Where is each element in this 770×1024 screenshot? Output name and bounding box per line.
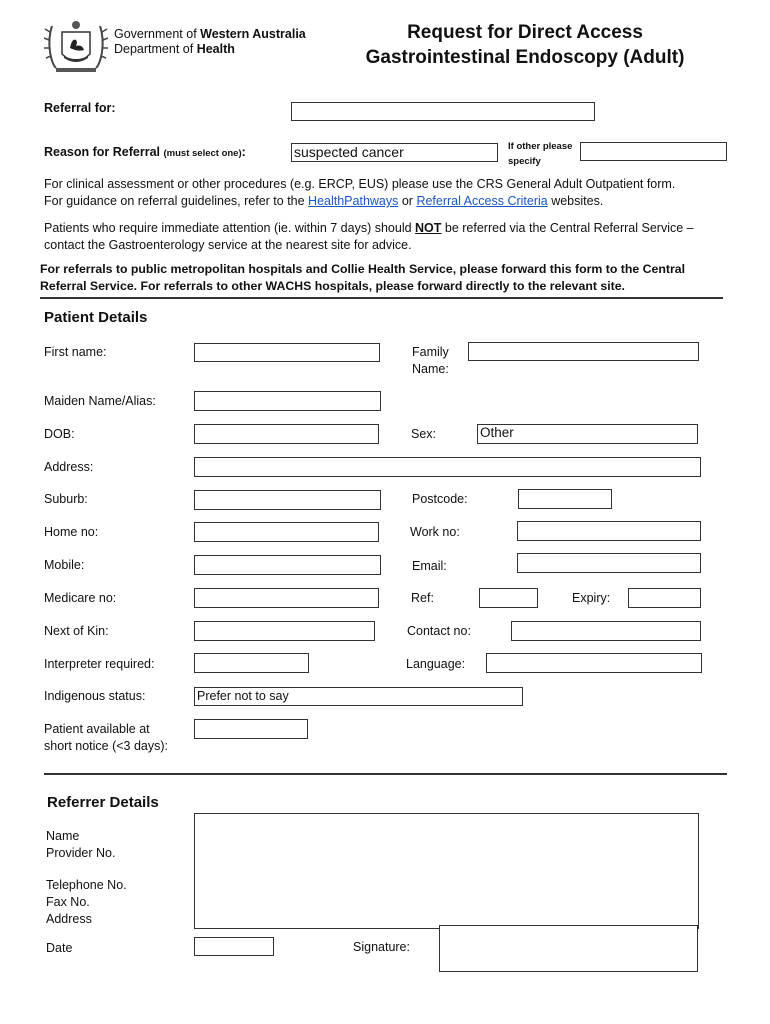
indigenous-status-select[interactable]: Prefer not to say — [194, 687, 523, 706]
healthpathways-link[interactable]: HealthPathways — [308, 194, 399, 208]
next-of-kin-input[interactable] — [194, 621, 375, 641]
contact-number-input[interactable] — [511, 621, 701, 641]
reason-for-referral-select[interactable]: suspected cancer — [291, 143, 498, 162]
patient-section-divider — [44, 773, 727, 775]
work-number-input[interactable] — [517, 521, 701, 541]
dob-input[interactable] — [194, 424, 379, 444]
reason-for-referral-label: Reason for Referral (must select one): — [44, 145, 246, 159]
family-name-label: Family Name: — [412, 345, 449, 376]
sex-label: Sex: — [411, 427, 437, 441]
telephone-label: Telephone No. — [46, 878, 127, 892]
date-input[interactable] — [194, 937, 274, 956]
postcode-input[interactable] — [518, 489, 612, 509]
forwarding-instructions-2: Referral Service. For referrals to other WACHS hospitals, please forward directly to the relevant site. — [40, 279, 625, 293]
referral-for-input[interactable] — [291, 102, 595, 121]
info-line-2: For guidance on referral guidelines, refer to the HealthPathways or Referral Access Criteria websites. — [44, 194, 604, 208]
form-title-line-2: Gastrointestinal Endoscopy (Adult) — [365, 47, 685, 68]
referrer-address-label: Address — [46, 912, 92, 926]
referrer-name-label: Name — [46, 829, 80, 843]
sex-select[interactable]: Other — [477, 424, 698, 444]
info-line-1: For clinical assessment or other procedures (e.g. ERCP, EUS) please use the CRS General Adult Outpatient form. — [44, 177, 676, 191]
expiry-label: Expiry: — [572, 591, 611, 605]
form-title — [340, 20, 710, 70]
mobile-label: Mobile: — [44, 558, 85, 572]
medicare-input[interactable] — [194, 588, 379, 608]
interpreter-label: Interpreter required: — [44, 657, 155, 671]
referrer-contact-labels — [46, 877, 127, 928]
email-label: Email: — [412, 559, 447, 573]
medicare-label: Medicare no: — [44, 591, 117, 605]
government-name: Government of Western Australia — [114, 27, 306, 41]
section-divider — [40, 297, 723, 299]
home-number-label: Home no: — [44, 525, 99, 539]
other-specify-label: If other please specify — [508, 141, 573, 167]
dob-label: DOB: — [44, 427, 75, 441]
short-notice-label: Patient available at short notice (<3 days): — [44, 722, 169, 753]
mobile-input[interactable] — [194, 555, 381, 575]
ref-label: Ref: — [411, 591, 434, 605]
address-input[interactable] — [194, 457, 701, 477]
fax-label: Fax No. — [46, 895, 90, 909]
info-line-4: contact the Gastroenterology service at the nearest site for advice. — [44, 238, 412, 252]
forwarding-instructions-1: For referrals to public metropolitan hospitals and Collie Health Service, please forward this form to the Central — [40, 262, 686, 276]
info-line-3: Patients who require immediate attention (ie. within 7 days) should NOT be referred via the Central Referral Service – — [44, 221, 694, 235]
contact-number-label: Contact no: — [407, 624, 471, 638]
wa-government-logo — [42, 18, 110, 74]
address-label: Address: — [44, 460, 94, 474]
crest-icon — [42, 18, 110, 74]
date-label: Date — [46, 941, 73, 955]
provider-number-label: Provider No. — [46, 846, 116, 860]
home-number-input[interactable] — [194, 522, 379, 542]
suburb-input[interactable] — [194, 490, 381, 510]
referral-for-label: Referral for: — [44, 101, 116, 115]
language-input[interactable] — [486, 653, 702, 673]
suburb-label: Suburb: — [44, 492, 88, 506]
interpreter-select[interactable] — [194, 653, 309, 673]
department-name: Department of Health — [114, 42, 235, 56]
ref-input[interactable] — [479, 588, 538, 608]
not-emphasis: NOT — [415, 221, 442, 235]
patient-details-heading: Patient Details — [44, 309, 148, 326]
form-title-line-1: Request for Direct Access — [407, 22, 643, 43]
maiden-name-input[interactable] — [194, 391, 381, 411]
indigenous-status-label: Indigenous status: — [44, 689, 146, 703]
family-name-input[interactable] — [468, 342, 699, 361]
referrer-details-heading: Referrer Details — [47, 794, 159, 811]
signature-box[interactable] — [439, 925, 698, 972]
first-name-label: First name: — [44, 345, 107, 359]
maiden-name-label: Maiden Name/Alias: — [44, 394, 156, 408]
expiry-input[interactable] — [628, 588, 701, 608]
first-name-input[interactable] — [194, 343, 380, 362]
language-label: Language: — [406, 657, 466, 671]
work-number-label: Work no: — [410, 525, 460, 539]
referrer-labels — [46, 828, 115, 862]
referral-access-criteria-link[interactable]: Referral Access Criteria — [416, 194, 548, 208]
email-input[interactable] — [517, 553, 701, 573]
next-of-kin-label: Next of Kin: — [44, 624, 109, 638]
signature-label: Signature: — [353, 940, 410, 954]
short-notice-select[interactable] — [194, 719, 308, 739]
postcode-label: Postcode: — [412, 492, 468, 506]
referrer-details-textarea[interactable] — [194, 813, 699, 929]
other-specify-input[interactable] — [580, 142, 727, 161]
